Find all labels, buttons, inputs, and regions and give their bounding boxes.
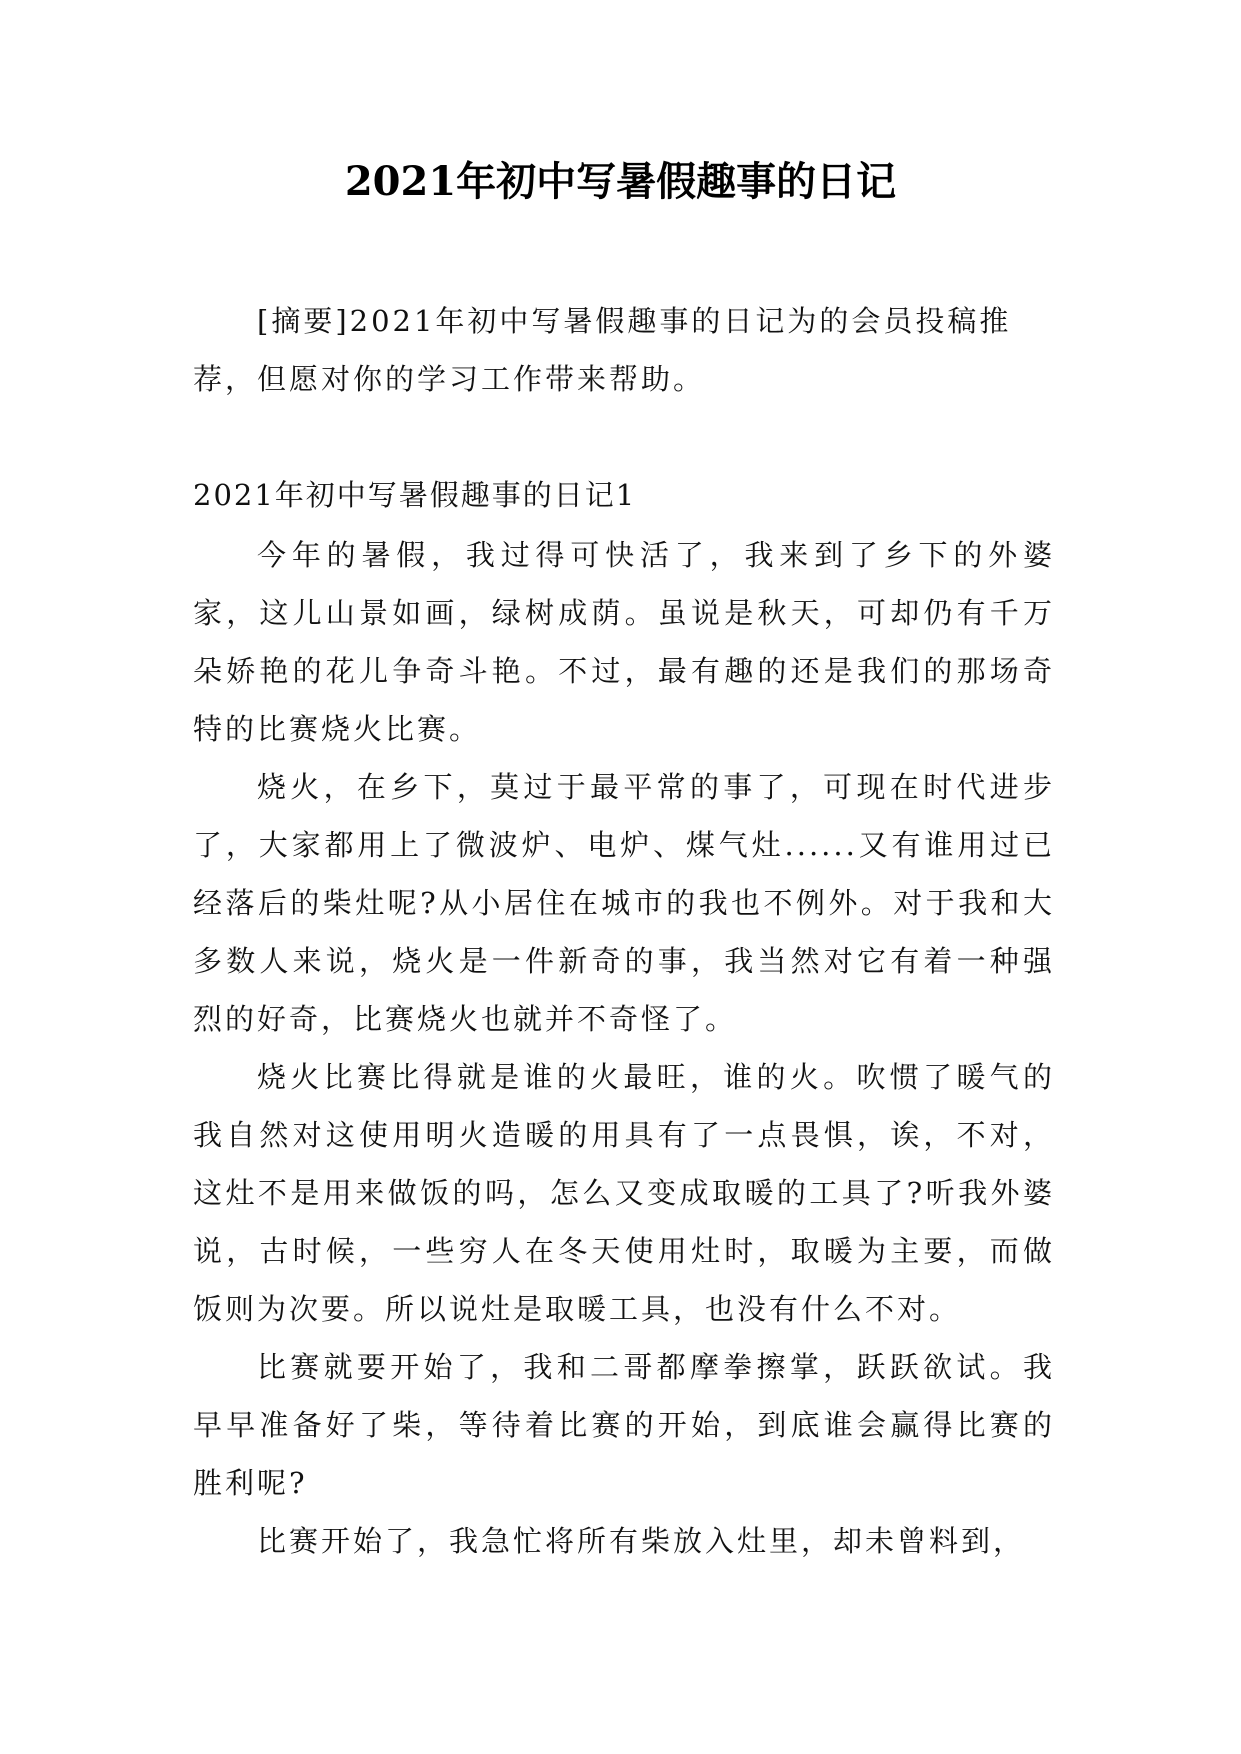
paragraph: 今年的暑假，我过得可快活了，我来到了乡下的外婆家，这儿山景如画，绿树成荫。虽说是秋天，可却仍有千万朵娇艳的花儿争奇斗艳。不过，最有趣的还是我们的那场奇特的比赛烧火比赛。 — [193, 538, 1055, 746]
document-title: 2021年初中写暑假趣事的日记 — [344, 158, 897, 205]
paragraph: 比赛开始了，我急忙将所有柴放入灶里，却未曾料到， — [257, 1524, 1026, 1558]
paragraph: 烧火比赛比得就是谁的火最旺，谁的火。吹惯了暖气的我自然对这使用明火造暖的用具有了一点畏惧，诶，不对，这灶不是用来做饭的吗，怎么又变成取暖的工具了?听我外婆说，古时候，一些穷人在冬天使用灶时，取暖为主要，而做饭则为次要。所以说灶是取暖工具，也没有什么不对。 — [193, 1060, 1055, 1326]
diary-content — [193, 526, 1055, 1570]
paragraph: 烧火，在乡下，莫过于最平常的事了，可现在时代进步了，大家都用上了微波炉、电炉、煤气灶......又有谁用过已经落后的柴灶呢?从小居住在城市的我也不例外。对于我和大多数人来说，烧火是一件新奇的事，我当然对它有着一种强烈的好奇，比赛烧火也就并不奇怪了。 — [193, 770, 1055, 1036]
paragraph: 比赛就要开始了，我和二哥都摩拳擦掌，跃跃欲试。我早早准备好了柴，等待着比赛的开始，到底谁会赢得比赛的胜利呢? — [193, 1350, 1055, 1500]
abstract-paragraph: [摘要]2021年初中写暑假趣事的日记为的会员投稿推荐，但愿对你的学习工作带来帮助。 — [193, 304, 1012, 396]
section-heading: 2021年初中写暑假趣事的日记1 — [193, 478, 637, 512]
